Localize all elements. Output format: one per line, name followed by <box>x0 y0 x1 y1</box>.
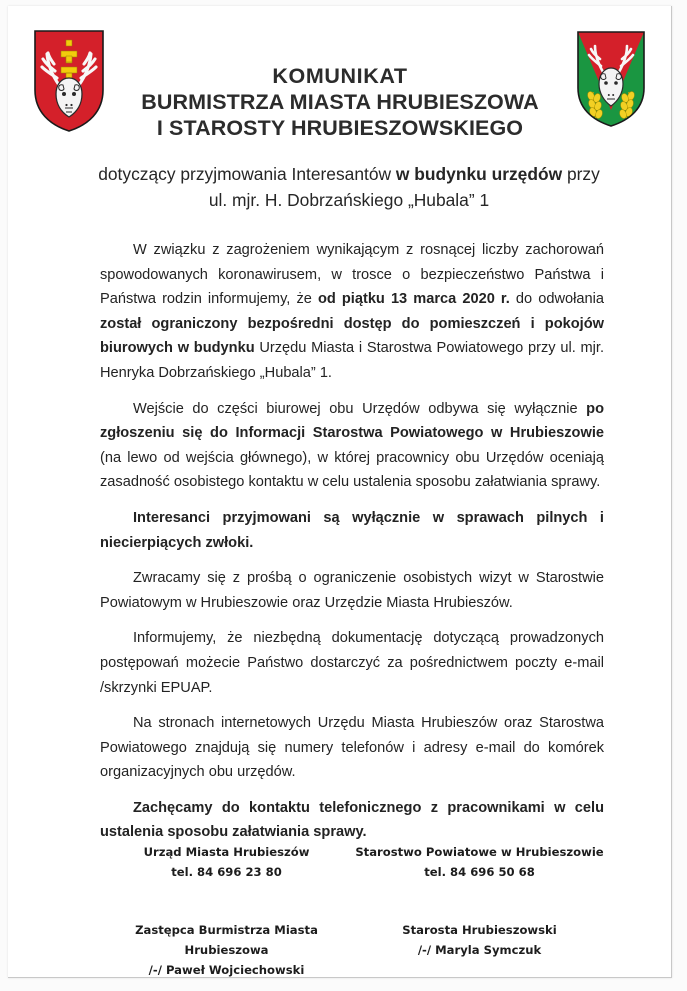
contact-row <box>100 842 606 882</box>
signatory-starosta-title: Starosta Hrubieszowski <box>402 923 557 937</box>
body-text-run: po zgłoszeniu się do Informacji Starostwa Powiatowego w Hrubieszowie <box>100 400 604 442</box>
body-text-run: od piątku 13 marca 2020 r. <box>317 291 510 308</box>
document-subtitle <box>96 161 602 213</box>
body-text-run: został ograniczony bezpośredni dostęp do pomieszczeń i pokojów biurowych w budynku <box>100 315 604 357</box>
document-title <box>112 63 568 141</box>
body-paragraph <box>100 626 604 700</box>
document-sheet <box>8 6 672 978</box>
contact-city-office-phone: tel. 84 696 23 80 <box>171 865 282 879</box>
document-header <box>8 28 671 146</box>
body-text-run: Na stronach internetowych Urzędu Miasta Hrubieszów oraz Starostwa Powiatowego znajdują się numery telefonów i adresy e-mail do komórek organizacyjnych obu urzędów. <box>100 715 604 781</box>
document-content-area <box>8 6 671 977</box>
subtitle-part-3: przy ul. mjr. H. Dobrzańskiego „Hubala” 1 <box>208 164 600 210</box>
body-paragraph <box>100 397 604 495</box>
subtitle-part-2-emphasis: w budynku urzędów <box>395 164 563 184</box>
body-text-run: Informujemy, że niezbędną dokumentację dotyczącą prowadzonych postępowań możecie Państwo dostarczyć za pośrednictwem poczty e-mail /skrzynki EPUAP. <box>100 630 604 696</box>
body-text-run: Interesanci przyjmowani są wyłącznie w sprawach pilnych i niecierpiących zwłoki. <box>100 509 604 551</box>
body-text-run: W związku z zagrożeniem wynikającym z rosnącej liczby zachorowań spowodowanych koronawirusem, w trosce o bezpieczeństwo Państwa i Państwa rodzin informujemy, że <box>100 242 604 308</box>
signature-block <box>100 842 606 978</box>
body-paragraph <box>100 506 604 555</box>
contact-city-office-name: Urząd Miasta Hrubieszów <box>143 845 310 859</box>
body-paragraph <box>100 711 604 785</box>
title-line-1: KOMUNIKAT <box>272 64 408 88</box>
title-line-3: I STAROSTY HRUBIESZOWSKIEGO <box>156 116 524 140</box>
body-text-run: (na lewo od wejścia głównego), w której pracownicy obu Urzędów oceniają zasadność osobistego kontaktu w celu ustalenia sposobu załatwiania sprawy. <box>100 449 604 491</box>
coat-of-arms-hrubieszow-city-icon <box>32 28 106 134</box>
body-text-run: Urzędu Miasta i Starostwa Powiatowego przy ul. mjr. Henryka Dobrzańskiego „Hubala” 1. <box>100 340 604 381</box>
signatory-deputy-mayor <box>100 920 353 978</box>
signatory-row <box>100 920 606 978</box>
contact-county-office-phone: tel. 84 696 50 68 <box>424 865 535 879</box>
signatory-starosta <box>353 920 606 978</box>
coat-of-arms-hrubieszow-county-icon <box>574 28 648 130</box>
body-paragraph <box>100 566 604 615</box>
body-text-run: Zachęcamy do kontaktu telefonicznego z pracownikami w celu ustalenia sposobu załatwiania sprawy. <box>100 799 604 841</box>
contact-city-office <box>100 842 353 882</box>
body-paragraph <box>100 238 604 386</box>
subtitle-part-1: dotyczący przyjmowania Interesantów <box>98 164 396 184</box>
signatory-deputy-mayor-title: Zastępca Burmistrza Miasta Hrubieszowa <box>135 923 318 957</box>
body-text-run: Zwracamy się z prośbą o ograniczenie osobistych wizyt w Starostwie Powiatowym w Hrubieszowie oraz Urzędzie Miasta Hrubieszów. <box>100 570 604 611</box>
body-text-run: Wejście do części biurowej obu Urzędów odbywa się wyłącznie <box>133 400 587 417</box>
contact-county-office-name: Starostwo Powiatowe w Hrubieszowie <box>355 845 604 859</box>
signatory-deputy-mayor-name: /-/ Paweł Wojciechowski <box>148 963 305 977</box>
signatory-starosta-name: /-/ Maryla Symczuk <box>417 943 542 957</box>
title-line-2: BURMISTRZA MIASTA HRUBIESZOWA <box>141 90 539 114</box>
document-body <box>100 238 604 845</box>
contact-county-office <box>353 842 606 882</box>
body-text-run: do odwołania <box>509 291 604 308</box>
body-paragraph <box>100 796 604 845</box>
